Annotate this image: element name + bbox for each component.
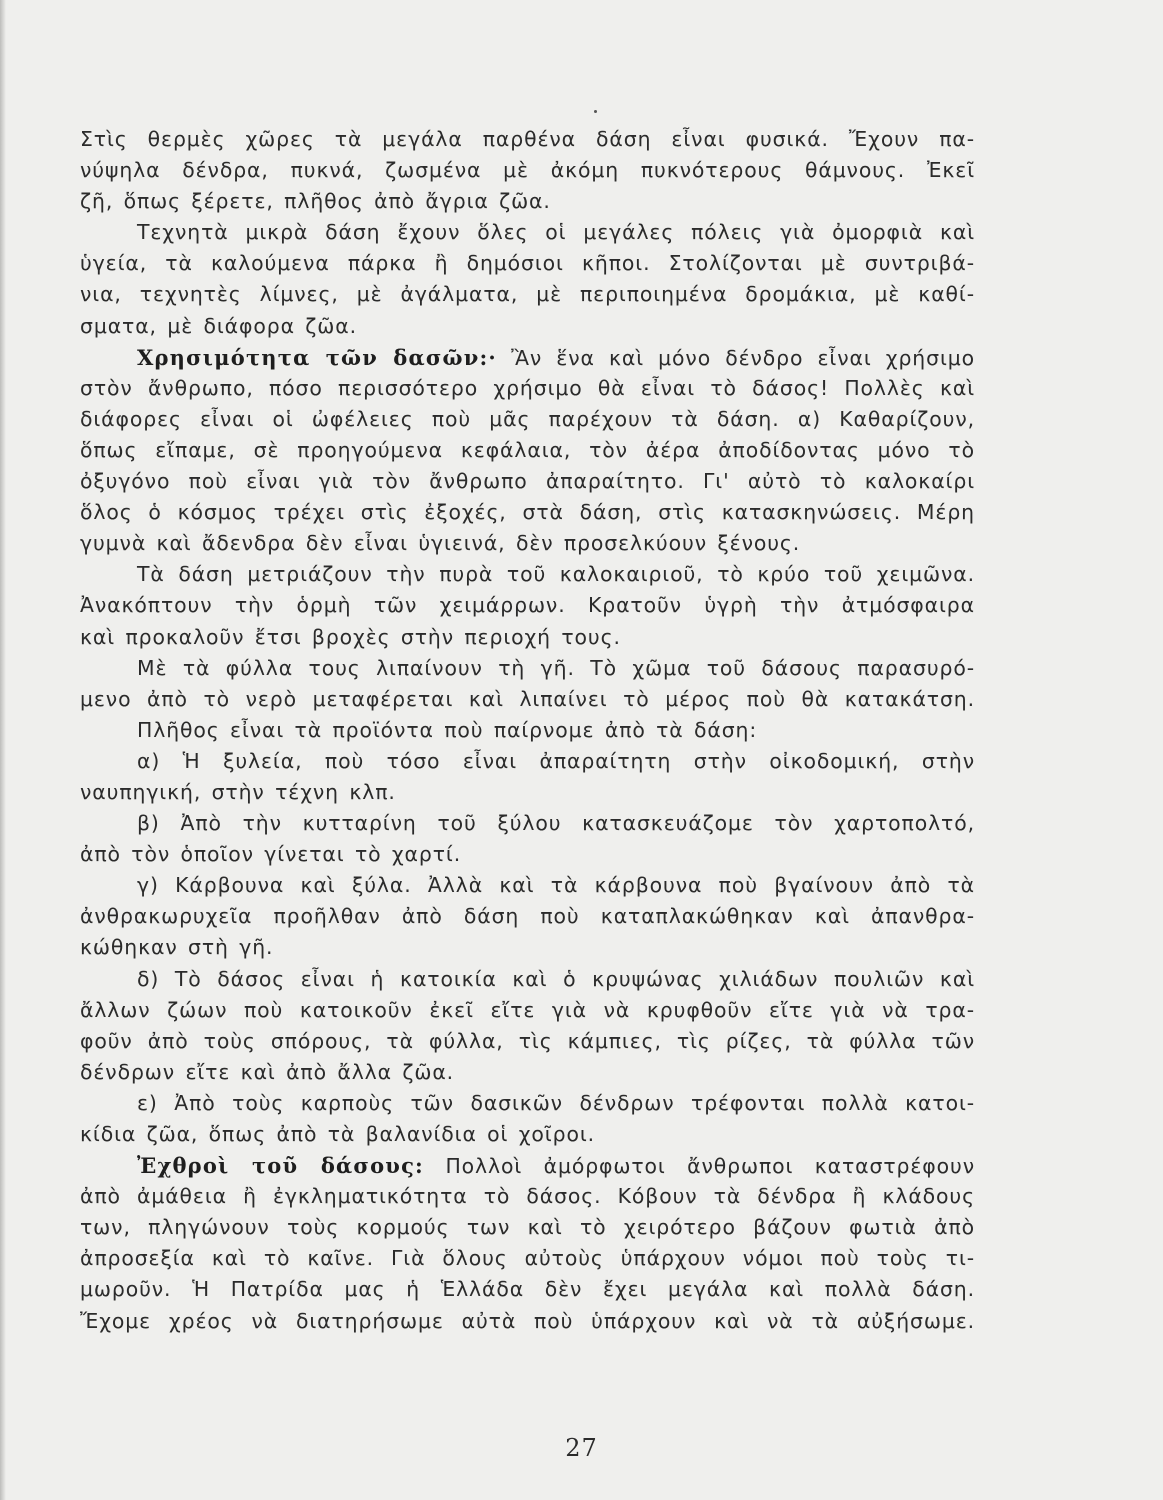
text-fragment: Ἂν ἕνα καὶ μόνο δένδρο εἶναι χρήσιμο [511, 345, 976, 370]
text-line: κίδια ζῶα, ὅπως ἀπὸ τὰ βαλανίδια οἱ χοῖροι. [80, 1122, 595, 1146]
text-line: Μὲ τὰ φύλλα τους λιπαίνουν τὴ γῆ. Τὸ χῶμα τοῦ δάσους παρασυρό- [137, 655, 975, 680]
list-item-b: β) Ἀπὸ τὴν κυτταρίνη τοῦ ξύλου κατασκευάζομε τὸν χαρτοπολτό, [137, 811, 975, 836]
text-line: ὑγεία, τὰ καλούμενα πάρκα ἢ δημόσιοι κῆποι. Στολίζονται μὲ συντριβά- [80, 251, 975, 276]
text-line: διάφορες εἶναι οἱ ὠφέλειες ποὺ μᾶς παρέχουν τὰ δάση. α) Καθαρίζουν, [80, 406, 975, 431]
text-line: κώθηκαν στὴ γῆ. [80, 935, 274, 960]
section-heading-usefulness: Χρησιμότητα τῶν δασῶν:· [137, 344, 497, 370]
body-text [80, 124, 975, 1337]
list-item-e: ε) Ἀπὸ τοὺς καρποὺς τῶν δασικῶν δένδρων τρέφονται πολλὰ κατοι- [137, 1090, 975, 1115]
list-item-c: γ) Κάρβουνα καὶ ξύλα. Ἀλλὰ καὶ τὰ κάρβουνα ποὺ βγαίνουν ἀπὸ τὰ [137, 873, 975, 898]
text-line: Ἀνακόπτουν τὴν ὁρμὴ τῶν χειμάρρων. Κρατοῦν ὑγρὴ τὴν ἀτμόσφαιρα [80, 593, 975, 618]
heading-line-enemies [80, 1150, 975, 1181]
list-item-a: α) Ἡ ξυλεία, ποὺ τόσο εἶναι ἀπαραίτητη στὴν οἰκοδομική, στὴν [137, 748, 975, 773]
text-line: φοῦν ἀπὸ τοὺς σπόρους, τὰ φύλλα, τὶς κάμπιες, τὶς ρίζες, τὰ φύλλα τῶν [80, 1028, 975, 1053]
page-number: 27 [565, 1434, 598, 1462]
text-line: ἀπροσεξία καὶ τὸ καῖνε. Γιὰ ὅλους αὐτοὺς ὑπάρχουν νόμοι ποὺ τοὺς τι- [80, 1246, 975, 1271]
text-line: ναυπηγική, στὴν τέχνη κλπ. [80, 779, 396, 804]
text-line: Τεχνητὰ μικρὰ δάση ἔχουν ὅλες οἱ μεγάλες πόλεις γιὰ ὀμορφιὰ καὶ [137, 220, 975, 245]
heading-line-usefulness [80, 342, 975, 373]
text-fragment: Πολλοὶ ἀμόρφωτοι ἄνθρωποι καταστρέφουν [445, 1154, 975, 1179]
text-line: ἀνθρακωρυχεῖα προῆλθαν ἀπὸ δάση ποὺ καταπλακώθηκαν καὶ ἀπανθρα- [80, 904, 975, 929]
text-line: ὅπως εἴπαμε, σὲ προηγούμενα κεφάλαια, τὸν ἀέρα ἀποδίδοντας μόνο τὸ [80, 437, 975, 462]
page-edge-shadow [0, 0, 6, 1500]
text-line: νια, τεχνητὲς λίμνες, μὲ ἀγάλματα, μὲ περιποιημένα δρομάκια, μὲ καθί- [80, 282, 975, 307]
text-line: καὶ προκαλοῦν ἔτσι βροχὲς στὴν περιοχή τους. [80, 624, 621, 649]
text-line: Στὶς θερμὲς χῶρες τὰ μεγάλα παρθένα δάση εἶναι φυσικά. Ἔχουν πα- [80, 127, 975, 151]
print-speck [594, 110, 597, 113]
text-line: Τὰ δάση μετριάζουν τὴν πυρὰ τοῦ καλοκαιριοῦ, τὸ κρύο τοῦ χειμῶνα. [137, 562, 975, 587]
text-line: ὅλος ὁ κόσμος τρέχει στὶς ἐξοχές, στὰ δάση, στὶς κατασκηνώσεις. Μέρη [80, 500, 975, 525]
text-line: ἀπὸ τὸν ὁποῖον γίνεται τὸ χαρτί. [80, 842, 462, 867]
text-line: σματα, μὲ διάφορα ζῶα. [80, 313, 357, 338]
text-line: Πλῆθος εἶναι τὰ προϊόντα ποὺ παίρνομε ἀπὸ τὰ δάση: [137, 717, 758, 742]
text-line: νύψηλα δένδρα, πυκνά, ζωσμένα μὲ ἀκόμη πυκνότερους θάμνους. Ἐκεῖ [80, 158, 975, 183]
text-line: μωροῦν. Ἡ Πατρίδα μας ἡ Ἑλλάδα δὲν ἔχει μεγάλα καὶ πολλὰ δάση. [80, 1277, 975, 1302]
text-line: ἄλλων ζώων ποὺ κατοικοῦν ἐκεῖ εἴτε γιὰ νὰ κρυφθοῦν εἴτε γιὰ νὰ τρα- [80, 997, 975, 1022]
section-heading-enemies: Ἐχθροὶ τοῦ δάσους: [137, 1153, 425, 1179]
text-line: ἀπὸ ἀμάθεια ἢ ἐγκληματικότητα τὸ δάσος. Κόβουν τὰ δένδρα ἢ κλάδους [80, 1184, 975, 1209]
text-line: δένδρων εἴτε καὶ ἀπὸ ἄλλα ζῶα. [80, 1059, 455, 1084]
list-item-d: δ) Τὸ δάσος εἶναι ἡ κατοικία καὶ ὁ κρυψώνας χιλιάδων πουλιῶν καὶ [137, 966, 975, 991]
text-line: των, πληγώνουν τοὺς κορμούς των καὶ τὸ χειρότερο βάζουν φωτιὰ ἀπὸ [80, 1215, 975, 1240]
text-line: μενο ἀπὸ τὸ νερὸ μεταφέρεται καὶ λιπαίνει τὸ μέρος ποὺ θὰ κατακάτση. [80, 686, 975, 711]
text-line: Ἔχομε χρέος νὰ διατηρήσωμε αὐτὰ ποὺ ὑπάρχουν καὶ νὰ τὰ αὐξήσωμε. [80, 1308, 975, 1333]
text-line: γυμνὰ καὶ ἄδενδρα δὲν εἶναι ὑγιεινά, δὲν προσελκύουν ξένους. [80, 531, 801, 556]
text-line: ζῆ, ὅπως ξέρετε, πλῆθος ἀπὸ ἄγρια ζῶα. [80, 189, 551, 214]
text-line: ὀξυγόνο ποὺ εἶναι γιὰ τὸν ἄνθρωπο ἀπαραίτητο. Γι' αὐτὸ τὸ καλοκαίρι [80, 469, 975, 494]
text-line: στὸν ἄνθρωπο, πόσο περισσότερο χρήσιμο θὰ εἶναι τὸ δάσος! Πολλὲς καὶ [80, 375, 975, 400]
